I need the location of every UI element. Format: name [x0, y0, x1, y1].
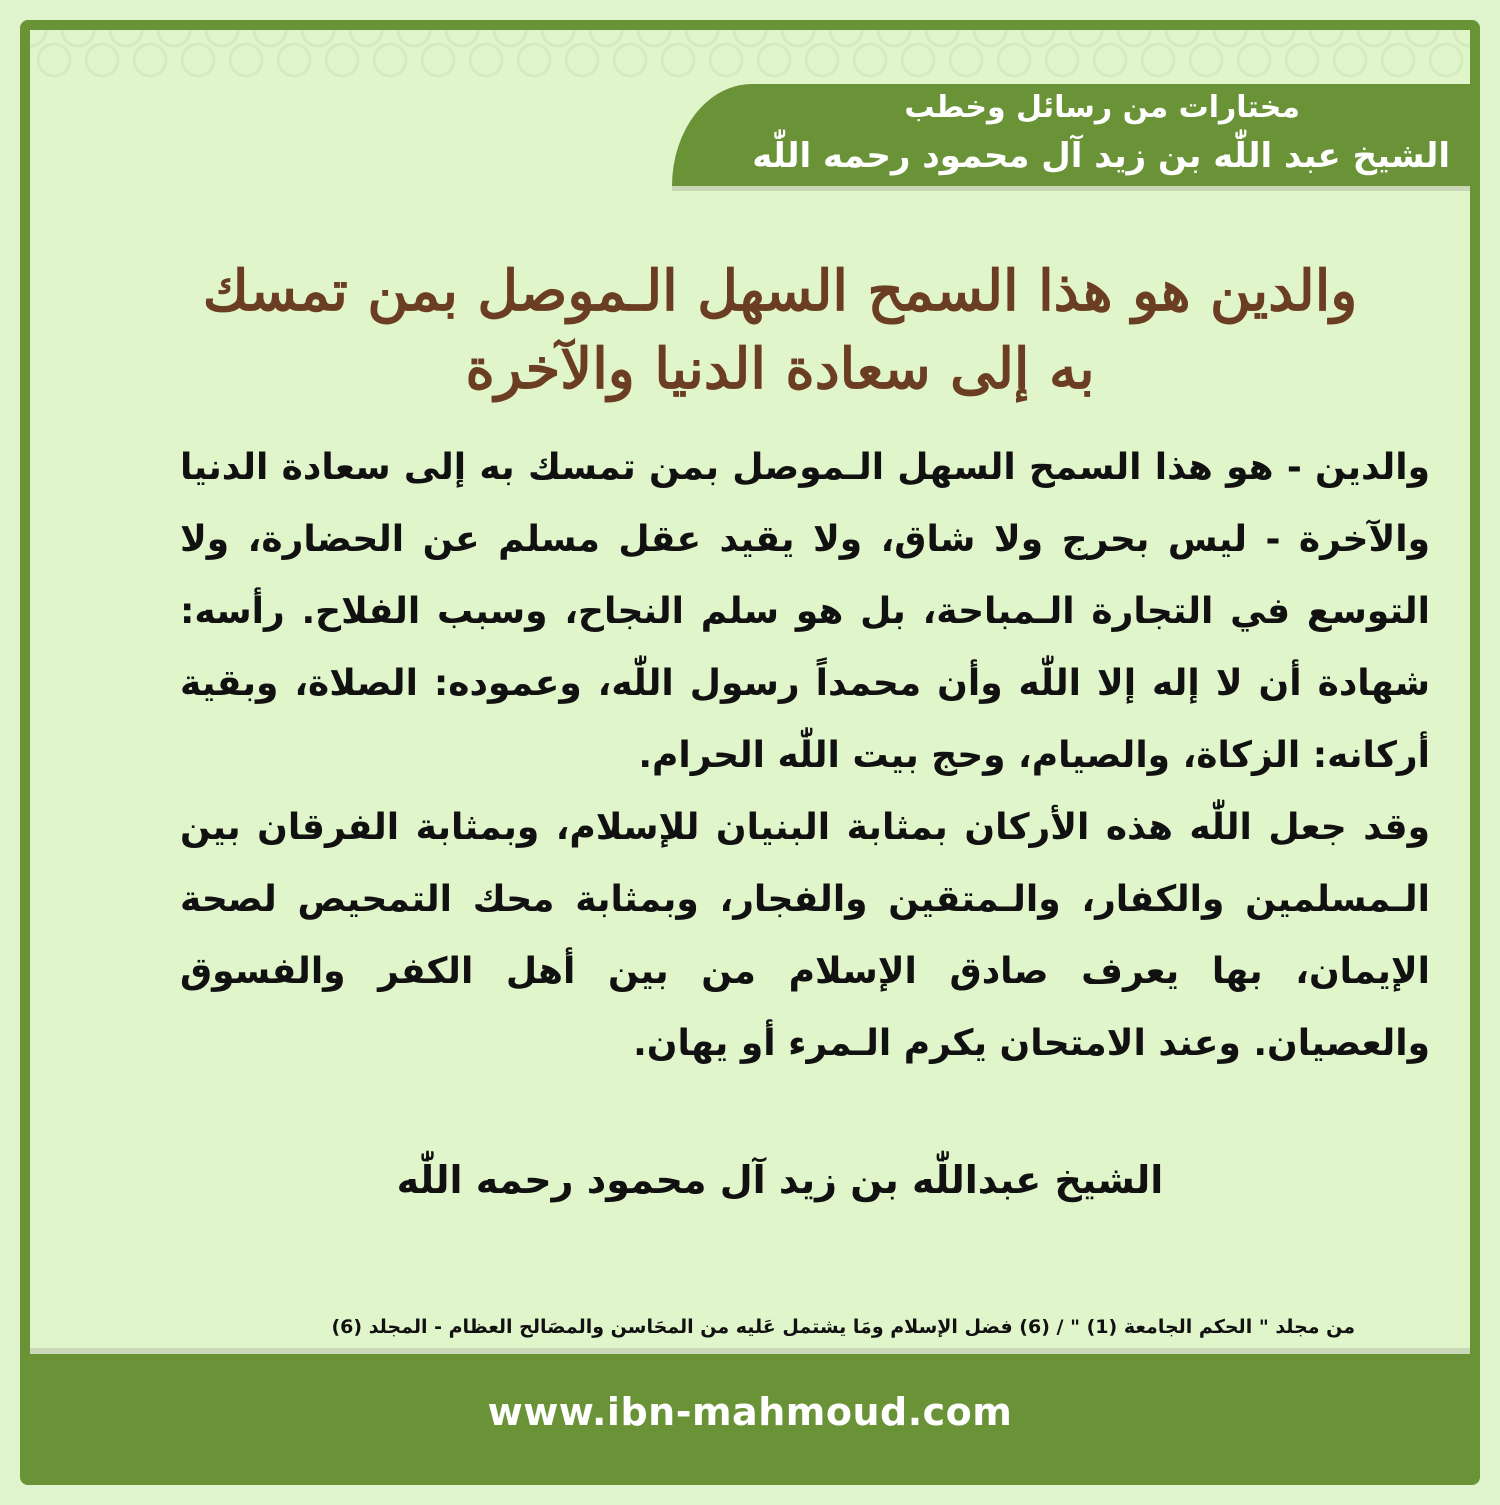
signature: الشيخ عبداللّٰه بن زيد آل محمود رحمه اللّٰه	[396, 1158, 1164, 1202]
paragraph-1: والدين - هو هذا السمح السهل الـموصل بمن تمسك به إلى سعادة الدنيا والآخرة - ليس بحرج ولا شاق، ولا يقيد عقل مسلم عن الحضارة، ولا التوسع في التجارة الـمباحة، بل هو سلم النجاح، وسبب الفلاح. رأسه: شهادة أن لا إله إلا اللّٰه وأن محمداً رسول اللّٰه، وعموده: الصلاة، وبقية أركانه: الزكاة، والصيام، وحج بيت اللّٰه الحرام.	[180, 447, 1430, 776]
decorative-pattern	[30, 30, 1470, 90]
website-link[interactable]: www.ibn-mahmoud.com	[487, 1390, 1013, 1434]
page-title: والدين هو هذا السمح السهل الـموصل بمن تمسك به إلى سعادة الدنيا والآخرة	[202, 258, 1358, 402]
paragraph-2: وقد جعل اللّٰه هذه الأركان بمثابة البنيان للإسلام، وبمثابة الفرقان بين الـمسلمين والكفار، والـمتقين والفجار، وبمثابة محك التمحيص لصحة الإيمان، بها يعرف صادق الإسلام من بين أهل الكفر والفسوق والعصيان. وعند الامتحان يكرم الـمرء أو يهان.	[180, 807, 1430, 1064]
series-title: مختارات من رسائل وخطب	[904, 90, 1300, 125]
author-name-header: الشيخ عبد اللّٰه بن زيد آل محمود رحمه اللّٰه	[752, 136, 1450, 176]
content-panel	[30, 30, 1470, 1348]
body-text	[180, 432, 1430, 1080]
source-citation: من مجلد " الحكم الجامعة (1) " / (6) فضل الإسلام ومَا يشتمل عَليه من المحَاسن والمصَالح العظام - المجلد (6)	[331, 1316, 1355, 1338]
